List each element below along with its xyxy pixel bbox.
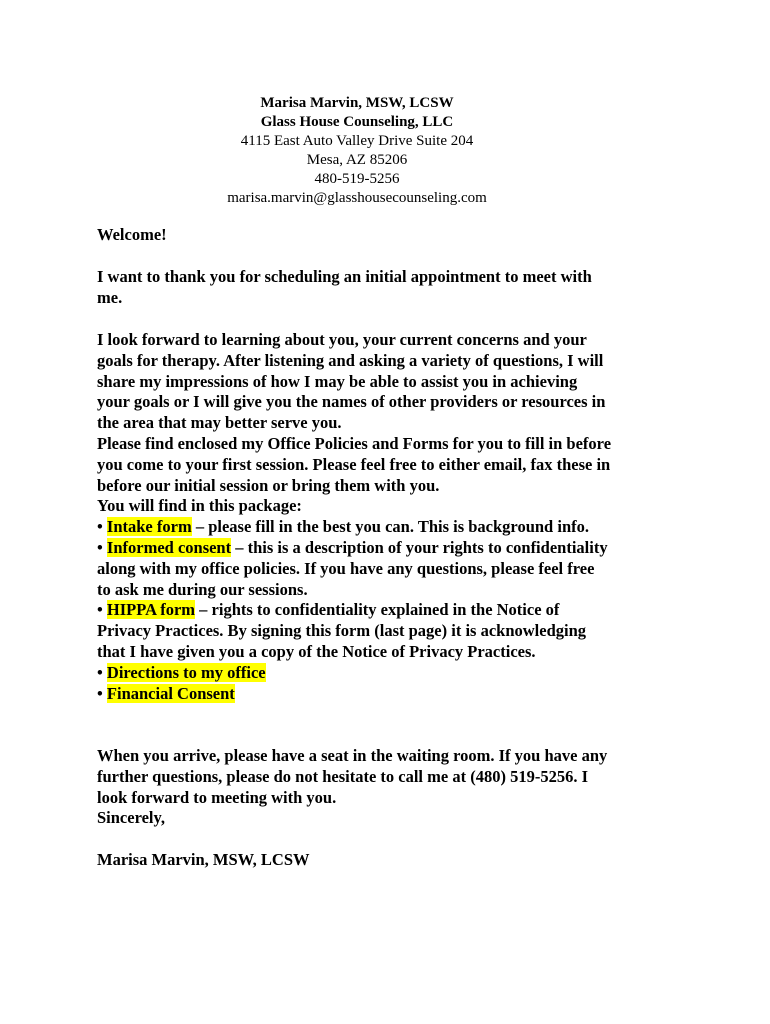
list-item-intake (97, 517, 657, 538)
closing-paragraph (97, 746, 657, 829)
letterhead-city: Mesa, AZ 85206 (306, 152, 408, 168)
letterhead (0, 94, 714, 208)
consent-cont-line: along with my office policies. If you have any questions, please feel free (97, 558, 595, 578)
thanks-paragraph (97, 267, 657, 309)
closing-line: look forward to meeting with you. (97, 787, 337, 807)
letterhead-address: 4115 East Auto Valley Drive Suite 204 (240, 133, 474, 149)
intro-line: You will find in this package: (97, 496, 302, 516)
informed-consent-highlight: Informed consent (106, 537, 232, 557)
thanks-line: I want to thank you for scheduling an initial appointment to meet with (97, 267, 592, 286)
letterhead-phone: 480-519-5256 (314, 171, 400, 187)
list-item-financial (97, 684, 657, 705)
bullet: • (97, 517, 103, 537)
closing-line: further questions, please do not hesitate to call me at (480) 519-5256. I (97, 766, 588, 786)
bullet: • (97, 662, 103, 682)
informed-consent-desc: – this is a description of your rights to confidentiality (231, 537, 608, 557)
bullet: • (97, 600, 103, 620)
intro-line: goals for therapy. After listening and asking a variety of questions, I will (97, 350, 604, 370)
letterhead-company: Glass House Counseling, LLC (260, 114, 454, 130)
intro-line: before our initial session or bring them with you. (97, 475, 440, 495)
intro-line: I look forward to learning about you, your current concerns and your (97, 330, 587, 349)
hippa-form-highlight: HIPPA form (106, 600, 196, 620)
bullet: • (97, 537, 103, 557)
intro-line: your goals or I will give you the names of other providers or resources in (97, 392, 606, 412)
closing-line: When you arrive, please have a seat in the waiting room. If you have any (97, 746, 608, 765)
list-item-consent (97, 538, 657, 559)
financial-consent-highlight: Financial Consent (106, 683, 235, 703)
hippa-cont-line: that I have given you a copy of the Notice of Privacy Practices. (97, 641, 536, 661)
intake-form-desc: – please fill in the best you can. This is background info. (191, 517, 589, 537)
hippa-cont-line: Privacy Practices. By signing this form (last page) it is acknowledging (97, 621, 587, 641)
signature-block (97, 850, 657, 871)
list-item-hippa (97, 600, 657, 621)
intro-line: the area that may better serve you. (97, 413, 342, 433)
hippa-form-desc: – rights to confidentiality explained in the Notice of (195, 600, 560, 620)
intro-line: share my impressions of how I may be able to assist you in achieving (97, 371, 578, 391)
greeting-block (97, 225, 657, 246)
consent-cont-line: to ask me during our sessions. (97, 579, 308, 599)
thanks-line: me. (97, 287, 123, 307)
signature: Marisa Marvin, MSW, LCSW (97, 850, 310, 869)
bullet: • (97, 683, 103, 703)
letterhead-name: Marisa Marvin, MSW, LCSW (260, 95, 454, 111)
intake-form-highlight: Intake form (106, 517, 192, 537)
intro-line: you come to your first session. Please feel free to either email, fax these in (97, 454, 611, 474)
directions-highlight: Directions to my office (106, 662, 266, 682)
intro-line: Please find enclosed my Office Policies and Forms for you to fill in before (97, 433, 612, 453)
main-paragraph (97, 330, 657, 704)
letterhead-email: marisa.marvin@glasshousecounseling.com (227, 190, 487, 206)
list-item-directions (97, 663, 657, 684)
greeting: Welcome! (97, 225, 167, 244)
closing-sincerely: Sincerely, (97, 808, 165, 828)
